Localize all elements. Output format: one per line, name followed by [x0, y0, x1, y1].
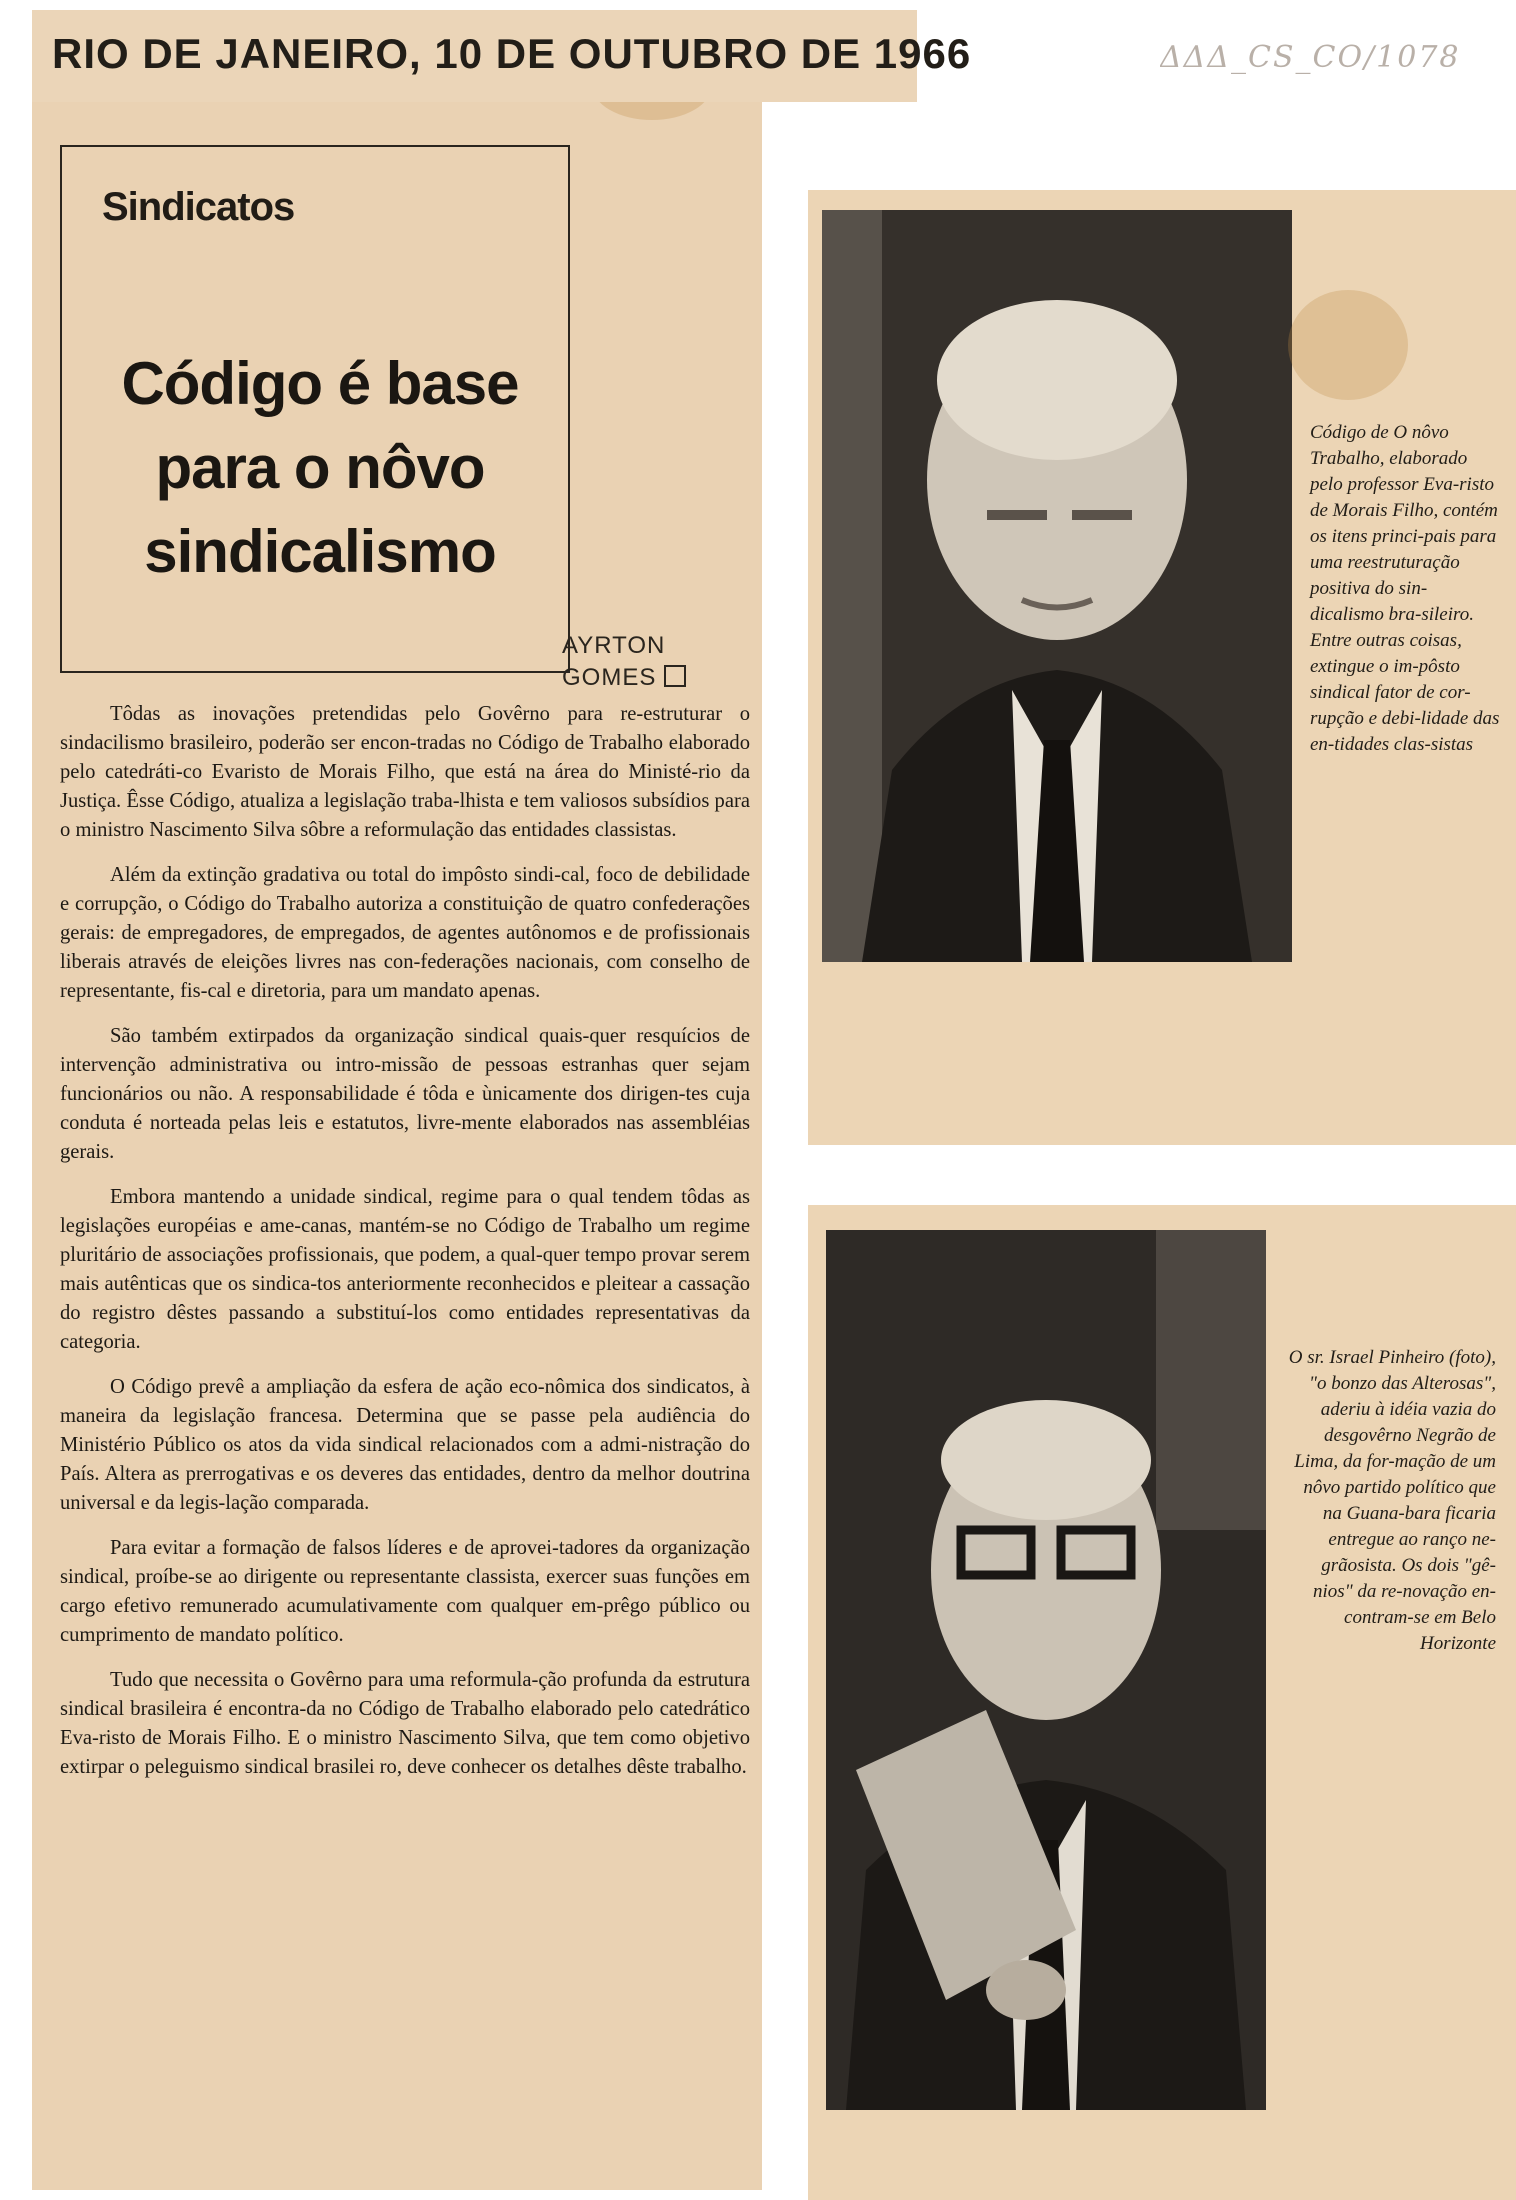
end-mark-icon: [664, 665, 686, 687]
paragraph: Para evitar a formação de falsos líderes e de aprovei-tadores da organização sindical, proíbe-se ao dirigente ou representante classista, exercer suas funções em cargo efetivo remunerado acumulativamente com qualquer em-prêgo público ou cumprimento de mandato político.: [60, 1537, 750, 1646]
headline-box: [60, 145, 570, 673]
photo-clipping-1: [808, 190, 1516, 1145]
byline: [562, 630, 752, 694]
paragraph: Além da extinção gradativa ou total do impôsto sindi-cal, foco de debilidade e corrupção, o Código do Trabalho autoriza a constituição de quatro confederações gerais: de empregadores, de empregados, de agentes autônomos e de profissionais liberais através de eleições livres nas con-federações nacionais, com conselho de representante, fis-cal e diretoria, para um mandato apenas.: [60, 864, 750, 1002]
article-headline: Código é base para o nôvo sindicalismo: [121, 350, 519, 585]
article-body: [60, 700, 750, 1798]
byline-last-name: GOMES: [562, 664, 657, 691]
paragraph: Embora mantendo a unidade sindical, regime para o qual tendem tôdas as legislações européias e ame-canas, mantém-se no Código de Trabalho um regime pluritário de associações profissionais, que podem, a qual-quer tempo provar serem mais autênticas que os sindica-tos anteriormente reconhecidos e pleitear a cassação do registro dêstes passando a substituí-los como entidades representativas da categoria.: [60, 1186, 750, 1353]
portrait-photo-1: [822, 210, 1292, 962]
byline-first-name: AYRTON: [562, 632, 666, 659]
main-article-clipping: [32, 10, 762, 2190]
paragraph: Tôdas as inovações pretendidas pelo Govêrno para re-estruturar o sindacilismo brasileiro, poderão ser encon-tradas no Código de Trabalho elaborado pelo catedráti-co Evaristo de Morais Filho, que está na área do Ministé-rio da Justiça. Êsse Código, atualiza a legislação traba-lhista e tem valiosos subsídios para o ministro Nascimento Silva sôbre a reformulação das entidades classistas.: [60, 703, 750, 841]
section-kicker: Sindicatos: [102, 185, 295, 229]
portrait-photo-2: [826, 1230, 1266, 2110]
paragraph: Tudo que necessita o Govêrno para uma reformula-ção profunda da estrutura sindical brasileira é encontra-da no Código de Trabalho elaborado pelo catedrático Eva-risto de Morais Filho. E o ministro Nascimento Silva, que tem como objetivo extirpar o peleguismo sindical brasilei ro, deve conhecer os detalhes dêste trabalho.: [60, 1669, 750, 1778]
photo-2-caption: O sr. Israel Pinheiro (foto), "o bonzo das Alterosas", aderiu à idéia vazia do desgovêrno Negrão de Lima, da for-mação de um nôvo partido político que na Guana-bara ficaria entregue ao ranço ne-grãosista. Os dois "gê-nios" da re-novação en-contram-se em Belo Horizonte: [1288, 1347, 1496, 1654]
photo-clipping-2: [808, 1205, 1516, 2200]
handwritten-archive-annotation: ΔΔΔ_CS_CO/1078: [1160, 40, 1461, 75]
photo-1-caption: Código de O nôvo Trabalho, elaborado pelo professor Eva-risto de Morais Filho, contém os itens princi-pais para uma reestruturação positiva do sin-dicalismo bra-sileiro. Entre outras coisas, extingue o im-pôsto sindical fator de cor-rupção e debi-lidade das en-tidades clas-sistas: [1310, 422, 1500, 755]
paragraph: São também extirpados da organização sindical quais-quer resquícios de intervenção administrativa ou intro-missão de pessoas estranhas quer sejam funcionários ou não. A responsabilidade é tôda e ùnicamente dos dirigen-tes cuja conduta é norteada pelas leis e estatutos, livre-mente elaborados nas assembléias gerais.: [60, 1025, 750, 1163]
paragraph: O Código prevê a ampliação da esfera de ação eco-nômica dos sindicatos, à maneira da legislação francesa. Determina que se passe pela audiência do Ministério Público os atos da vida sindical relacionados com a admi-nistração do País. Altera as prerrogativas e os deveres das entidades, dentro da melhor doutrina universal e da legis-lação comparada.: [60, 1376, 750, 1514]
dateline-strip: [32, 10, 972, 102]
dateline: RIO DE JANEIRO, 10 DE OUTUBRO DE 1966: [52, 30, 972, 77]
